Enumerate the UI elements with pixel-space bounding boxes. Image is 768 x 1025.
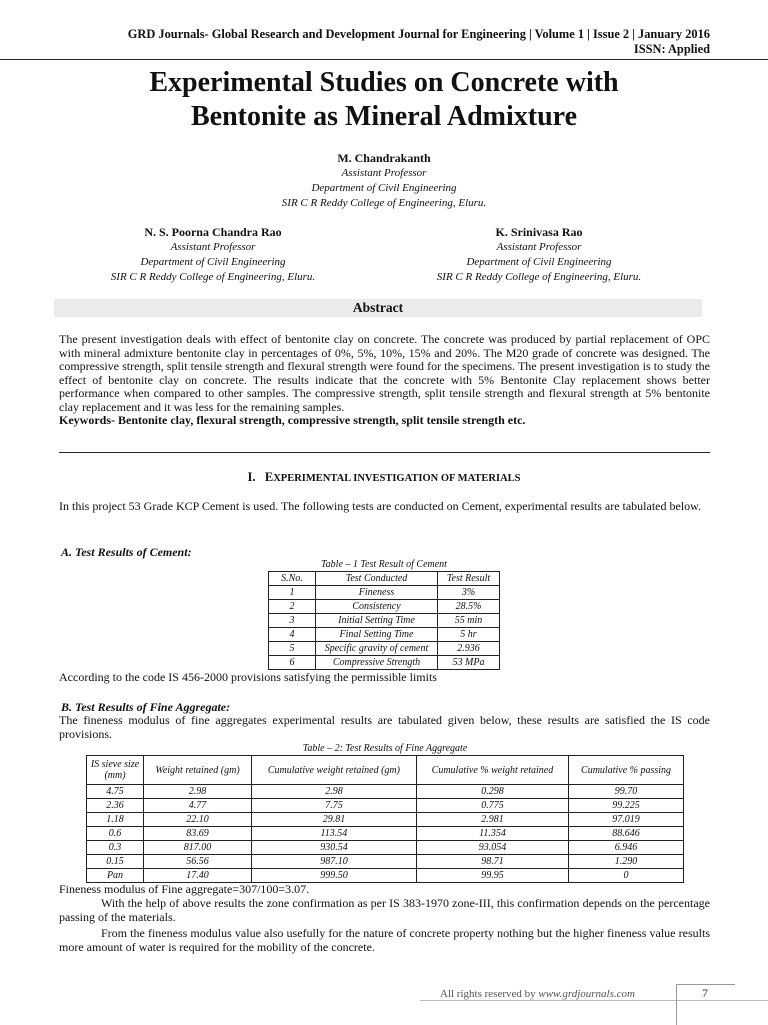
table-cell: Specific gravity of cement (316, 642, 438, 656)
table1-caption: Table – 1 Test Result of Cement (321, 559, 447, 570)
section-heading (0, 470, 768, 485)
author-name: M. Chandrakanth (337, 151, 431, 165)
table-cell: 1.290 (569, 855, 684, 869)
section-intro: In this project 53 Grade KCP Cement is used. The following tests are conducted on Cement, experimental results are tabulated below. (59, 499, 702, 513)
table-cell: 817.00 (144, 841, 252, 855)
table-header: Test Conducted (316, 572, 438, 586)
table-cell: Pan (87, 869, 144, 883)
table-cell: 88.646 (569, 827, 684, 841)
table-cell: 5 hr (438, 628, 500, 642)
author-role: Assistant Professor (496, 241, 582, 253)
footer-rights (440, 988, 635, 1000)
table-cell: 0.775 (416, 799, 568, 813)
abstract-heading: Abstract (54, 299, 702, 317)
header-rule (0, 59, 768, 60)
table-header-row (269, 572, 500, 586)
abstract-body (59, 333, 710, 428)
table-cell: Consistency (316, 600, 438, 614)
table-cell: Final Setting Time (316, 628, 438, 642)
table-header: Cumulative % passing (569, 756, 684, 785)
table-cell: 17.40 (144, 869, 252, 883)
cement-table (268, 571, 500, 670)
table-row (87, 855, 684, 869)
table-cell: 4 (269, 628, 316, 642)
table-cell: 29.81 (252, 813, 417, 827)
table-row (269, 628, 500, 642)
table-cell: 999.50 (252, 869, 417, 883)
subsection-b: B. Test Results of Fine Aggregate: (61, 700, 231, 714)
fine-aggregate-intro: The fineness modulus of fine aggregates experimental results are tabulated given below, these results are satisfied the IS code provisions. (59, 713, 710, 741)
author-block-2 (72, 225, 354, 285)
rights-text: All rights reserved by (440, 988, 539, 1000)
author-dept: Department of Civil Engineering (140, 256, 286, 268)
issn-label: ISSN: Applied (633, 42, 710, 56)
table-cell: 6 (269, 656, 316, 670)
table-cell: 53 MPa (438, 656, 500, 670)
table-cell: 93.054 (416, 841, 568, 855)
table-cell: 987.10 (252, 855, 417, 869)
fineness-modulus: Fineness modulus of Fine aggregate=307/100=3.07. (59, 882, 310, 896)
table-cell: 4.77 (144, 799, 252, 813)
table-cell: Compressive Strength (316, 656, 438, 670)
table-cell: 99.70 (569, 785, 684, 799)
table-header: Cumulative weight retained (gm) (252, 756, 417, 785)
fineness-paragraph: From the fineness modulus value also usefully for the nature of concrete property nothing but the higher fineness value results more amount of water is required for the mobility of the concrete. (59, 926, 710, 954)
table-cell: 1 (269, 586, 316, 600)
journal-link[interactable]: www.grdjournals.com (538, 988, 635, 1000)
table-cell: 3 (269, 614, 316, 628)
table-cell: 0.298 (416, 785, 568, 799)
section-initial: E (264, 470, 274, 484)
zone-paragraph: With the help of above results the zone confirmation as per IS 383-1970 zone-III, this confirmation depends on the percentage passing of the materials. (59, 896, 710, 924)
table-cell: 2.981 (416, 813, 568, 827)
table-cell: 0.3 (87, 841, 144, 855)
table-header-row (87, 756, 684, 785)
table-cell: 7.75 (252, 799, 417, 813)
table-header: S.No. (269, 572, 316, 586)
fine-aggregate-table (86, 755, 684, 883)
table-row (269, 614, 500, 628)
section-title: XPERIMENTAL INVESTIGATION OF MATERIALS (273, 473, 521, 484)
author-dept: Department of Civil Engineering (466, 256, 612, 268)
table-row (87, 785, 684, 799)
table-cell: 98.71 (416, 855, 568, 869)
table-row (87, 813, 684, 827)
author-dept: Department of Civil Engineering (311, 182, 457, 194)
author-name: N. S. Poorna Chandra Rao (144, 225, 282, 239)
table-row (269, 642, 500, 656)
table2-caption: Table – 2: Test Results of Fine Aggregate (302, 743, 468, 754)
table-cell: 99.95 (416, 869, 568, 883)
table-header: Cumulative % weight retained (416, 756, 568, 785)
table-cell: 11.354 (416, 827, 568, 841)
table-cell: 113.54 (252, 827, 417, 841)
section-number: I. (247, 470, 256, 484)
table-header: IS sieve size (mm) (87, 756, 144, 785)
subsection-a: A. Test Results of Cement: (61, 545, 192, 559)
table-cell: 930.54 (252, 841, 417, 855)
table-cell: 0.15 (87, 855, 144, 869)
abstract-text: The present investigation deals with effect of bentonite clay on concrete. The concrete was produced by partial replacement of OPC with mineral admixture bentonite clay in percentages of 0%, 5%, 10%, 15% and 20%. The M20 grade of concrete was designed. The compressive strength, split tensile strength and flexural strength were found for the specimens. The present investigation is to study the effect of bentonite clay on concrete. The results indicate that the concrete with 5% Bentonite Clay replacement shows better performance when compared to other samples. The compressive strength, split tensile strength and flexural strength at 5% bentonite clay replacement and it was less for the remaining samples. (59, 332, 710, 414)
author-inst: SIR C R Reddy College of Engineering, Eluru. (436, 271, 642, 283)
table-cell: 2.98 (252, 785, 417, 799)
author-inst: SIR C R Reddy College of Engineering, Eluru. (281, 197, 487, 209)
journal-header: GRD Journals- Global Research and Development Journal for Engineering | Volume 1 | Issue 2 | January 2016 (127, 27, 710, 41)
paper-title (0, 66, 768, 134)
table-cell: 2 (269, 600, 316, 614)
title-line-2: Bentonite as Mineral Admixture (190, 101, 577, 132)
table-cell: 28.5% (438, 600, 500, 614)
author-role: Assistant Professor (170, 241, 256, 253)
table-header: Test Result (438, 572, 500, 586)
table-cell: 5 (269, 642, 316, 656)
title-line-1: Experimental Studies on Concrete with (149, 67, 619, 98)
table-cell: 22.10 (144, 813, 252, 827)
table-row (269, 656, 500, 670)
table-header: Weight retained (gm) (144, 756, 252, 785)
author-block-3 (398, 225, 680, 285)
table-cell: 0 (569, 869, 684, 883)
table-cell: Initial Setting Time (316, 614, 438, 628)
section-divider (59, 452, 710, 453)
keywords: Keywords- Bentonite clay, flexural strength, compressive strength, split tensile strength etc. (59, 413, 526, 427)
table-cell: 2.36 (87, 799, 144, 813)
table-row (87, 841, 684, 855)
author-name: K. Srinivasa Rao (495, 225, 583, 239)
table-cell: 56.56 (144, 855, 252, 869)
table-cell: 0.6 (87, 827, 144, 841)
table-cell: Fineness (316, 586, 438, 600)
table-row (269, 600, 500, 614)
code-note: According to the code IS 456-2000 provisions satisfying the permissible limits (59, 670, 437, 684)
table-cell: 2.98 (144, 785, 252, 799)
table-row (87, 869, 684, 883)
author-role: Assistant Professor (341, 167, 427, 179)
table-cell: 3% (438, 586, 500, 600)
table-cell: 1.18 (87, 813, 144, 827)
table-cell: 2.936 (438, 642, 500, 656)
page-number: 7 (702, 986, 708, 1000)
table-row (87, 799, 684, 813)
table-cell: 97.019 (569, 813, 684, 827)
table-cell: 6.946 (569, 841, 684, 855)
table-row (269, 586, 500, 600)
table-cell: 99.225 (569, 799, 684, 813)
author-block-1 (234, 151, 534, 211)
table-cell: 83.69 (144, 827, 252, 841)
table-cell: 55 min (438, 614, 500, 628)
table-cell: 4.75 (87, 785, 144, 799)
author-inst: SIR C R Reddy College of Engineering, Eluru. (110, 271, 316, 283)
table-row (87, 827, 684, 841)
